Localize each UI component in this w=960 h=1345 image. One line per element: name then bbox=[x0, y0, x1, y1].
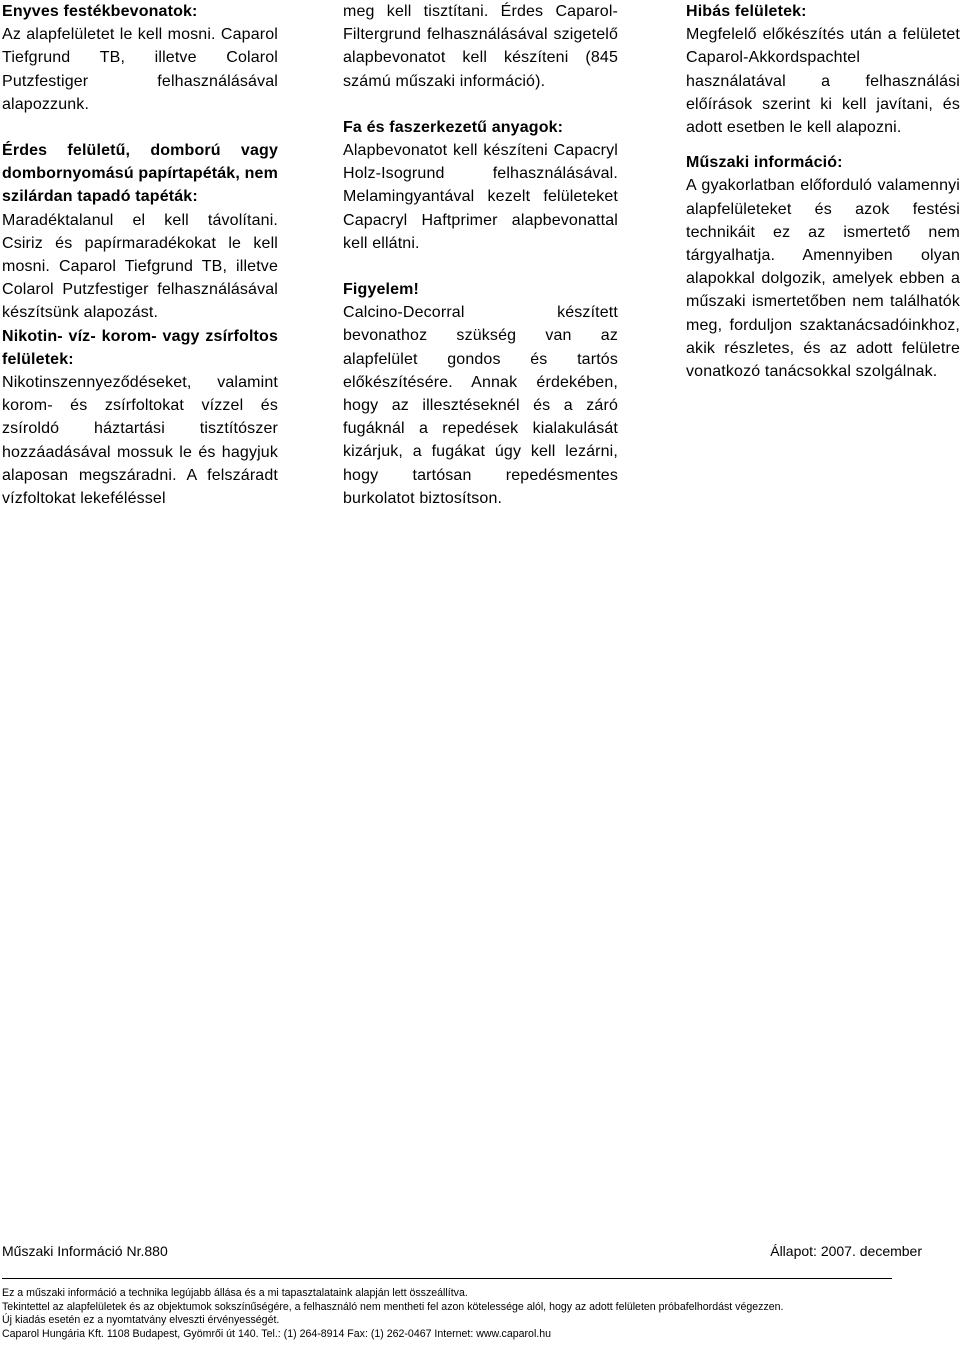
heading-textured-wallpapers: Érdes felületű, domború vagy dombornyomású papírtapéták, nem szilárdan tapadó tapéták: bbox=[2, 142, 278, 206]
heading-technical-information: Műszaki információ: bbox=[686, 154, 843, 172]
heading-wood-materials: Fa és faszerkezetű anyagok: bbox=[343, 118, 564, 136]
paragraph-glued-paint-coatings: Az alapfelületet le kell mosni. Caparol Tiefgrund TB, illetve Colarol Putzfestiger felhasználásával alapozzunk. bbox=[2, 26, 278, 113]
paragraph-wood-materials: Alapbevonatot kell készíteni Capacryl Holz-Isogrund felhasználásával. Melamingyantával kezelt felületeket Capacryl Haftprimer alapbevonattal kell ellátni. bbox=[343, 142, 618, 252]
heading-glued-paint-coatings: Enyves festékbevonatok: bbox=[2, 3, 198, 20]
disclaimer-line: Tekintettel az alapfelületek és az objektumok sokszínűségére, a felhasználó nem mentheti fel azon kötelessége alól, hogy az adott felületen próbafelhordást végezzen. bbox=[2, 1300, 784, 1313]
disclaimer-line: Új kiadás esetén ez a nyomtatvány elveszti érvényességét. bbox=[2, 1314, 280, 1326]
column-left bbox=[2, 0, 278, 510]
heading-stained-surfaces: Nikotin- víz- korom- vagy zsírfoltos felületek: bbox=[2, 327, 278, 368]
document-reference: Műszaki Információ Nr.880 bbox=[2, 1243, 168, 1259]
disclaimer-line: Ez a műszaki információ a technika legújabb állása és a mi tapasztalataink alapján lett összeállítva. bbox=[2, 1287, 468, 1299]
paragraph-defective-surfaces: Megfelelő előkészítés után a felületet Caparol-Akkordspachtel használatával a felhasználási előírások szerint ki kell javítani, és adott esetben le kell alapozni. bbox=[686, 26, 960, 137]
heading-attention: Figyelem! bbox=[343, 281, 420, 299]
column-right bbox=[686, 0, 960, 383]
paragraph-stained-surfaces-continued: meg kell tisztítani. Érdes Caparol-Filtergrund felhasználásával szigetelő alapbevonatot kell készíteni (845 számú műszaki információ). bbox=[343, 3, 618, 90]
document-date: Állapot: 2007. december bbox=[770, 1243, 922, 1259]
footer-divider bbox=[2, 1278, 892, 1279]
paragraph-stained-surfaces: Nikotinszennyeződéseket, valamint korom- és zsírfoltokat vízzel és zsíroldó háztartási tisztítószer hozzáadásával mossuk le és hagyjuk alaposan megszáradni. A felszáradt vízfoltokat lekeféléssel bbox=[2, 374, 278, 508]
company-contact-line: Caparol Hungária Kft. 1108 Budapest, Gyömrői út 140. Tel.: (1) 264-8914 Fax: (1) 262-0467 Internet: www.caparol.hu bbox=[2, 1327, 552, 1340]
paragraph-textured-wallpapers: Maradéktalanul el kell távolítani. Csiriz és papírmaradékokat le kell mosni. Caparol Tiefgrund TB, illetve Colarol Putzfestiger felhasználásával készítsünk alapozást. bbox=[2, 211, 278, 322]
footer-disclaimer bbox=[2, 1287, 942, 1341]
column-middle bbox=[343, 0, 618, 510]
paragraph-attention: Calcino-Decorral készített bevonathoz szükség van az alapfelület gondos és tartós előkészítésére. Annak érdekében, hogy az illesztéseknél és a záró fugáknál a repedések kialakulását kizárjuk, a fugákat úgy kell lezárni, hogy tartósan repedésmentes burkolatot biztosítson. bbox=[343, 304, 618, 507]
heading-defective-surfaces: Hibás felületek: bbox=[686, 3, 807, 20]
paragraph-technical-information: A gyakorlatban előforduló valamennyi alapfelületeket és azok festési technikáit ez az ismertető nem tárgyalhatja. Amennyiben olyan alapokkal dolgozik, amelyek ebben a műszaki ismertetőben nem találhatók meg, forduljon szaktanácsadóinkhoz, akik részletes, és az adott felületre vonatkozó tanácsokkal szolgálnak. bbox=[686, 177, 960, 381]
